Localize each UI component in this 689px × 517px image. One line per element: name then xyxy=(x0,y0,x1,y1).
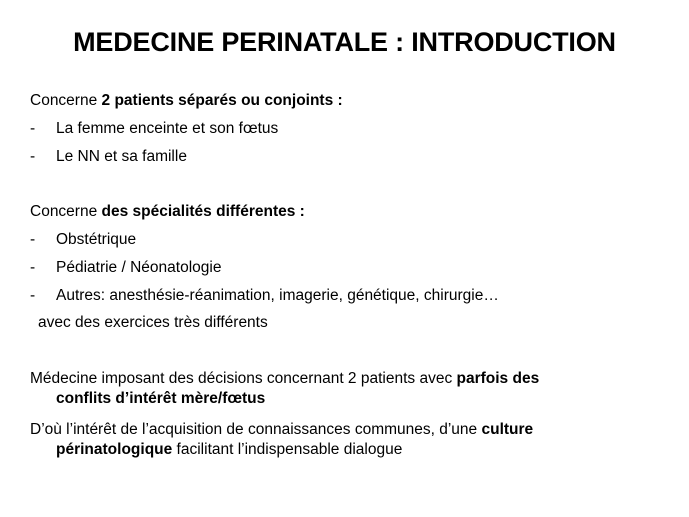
section4-line1 xyxy=(30,420,533,440)
section3-text-bold-1: parfois des xyxy=(456,370,540,387)
section3-line1 xyxy=(30,369,539,389)
bullet-text: Pédiatrie / Néonatologie xyxy=(56,259,222,276)
section3-text-plain: Médecine imposant des décisions concernant 2 patients avec xyxy=(30,370,457,387)
section4-text-plain-1: D’où l’intérêt de l’acquisition de connaissances communes, d’une xyxy=(30,421,482,438)
bullet-marker: - xyxy=(30,120,36,137)
section4-text-bold-1: culture xyxy=(481,421,534,438)
slide-title: MEDECINE PERINATALE : INTRODUCTION xyxy=(73,27,616,57)
section1-intro xyxy=(30,91,343,111)
bullet-text: La femme enceinte et son fœtus xyxy=(56,120,279,137)
list-item xyxy=(30,258,221,278)
bullet-marker: - xyxy=(30,148,36,165)
section3-line2 xyxy=(56,389,265,409)
section1-intro-bold: 2 patients séparés ou conjoints : xyxy=(101,92,343,109)
bullet-marker: - xyxy=(30,259,36,276)
section4-text-plain-2: facilitant l’indispensable dialogue xyxy=(172,441,403,458)
section1-intro-plain: Concerne xyxy=(30,92,102,109)
section2-note: avec des exercices très différents xyxy=(38,314,268,331)
section4-text-bold-2: périnatologique xyxy=(56,441,173,458)
list-item xyxy=(30,119,278,139)
bullet-marker: - xyxy=(30,287,36,304)
section4-line2 xyxy=(56,440,402,460)
list-item xyxy=(30,147,187,167)
section3-text-bold-2: conflits d’intérêt mère/fœtus xyxy=(56,390,266,407)
bullet-text: Obstétrique xyxy=(56,231,137,248)
bullet-text: Le NN et sa famille xyxy=(56,148,187,165)
bullet-marker: - xyxy=(30,231,36,248)
section2-intro xyxy=(30,202,305,222)
bullet-text: Autres: anesthésie-réanimation, imagerie, génétique, chirurgie… xyxy=(56,287,499,304)
list-item xyxy=(30,286,499,306)
list-item xyxy=(30,230,136,250)
section2-intro-bold: des spécialités différentes : xyxy=(101,203,305,220)
section2-intro-plain: Concerne xyxy=(30,203,102,220)
